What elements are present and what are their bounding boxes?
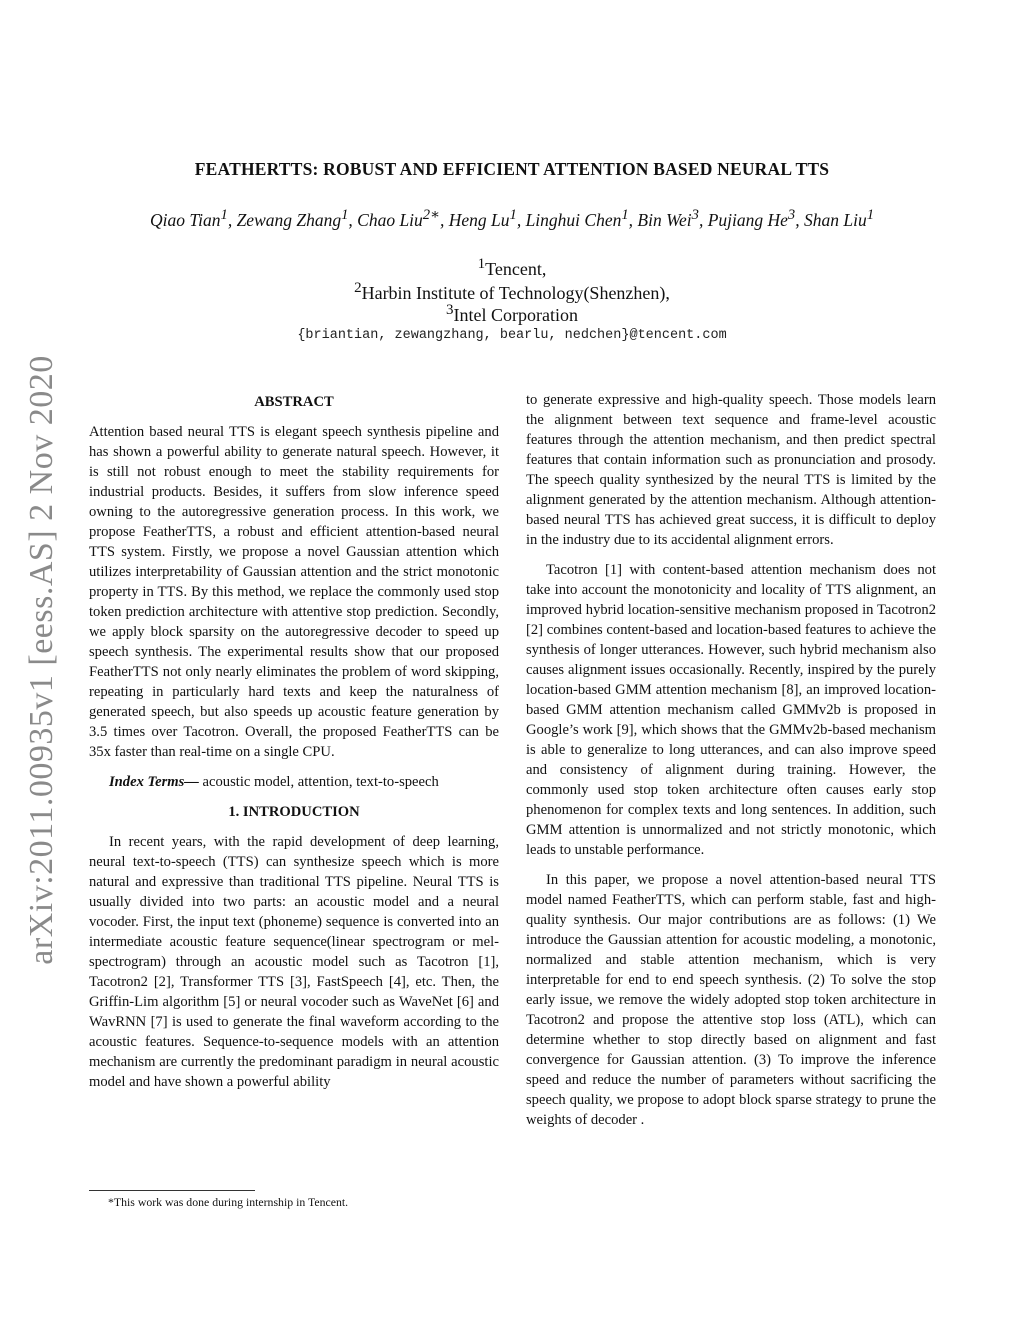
- author: Chao Liu$^{2∗}$: [357, 207, 440, 230]
- intro-paragraph: In recent years, with the rapid development of deep learning, neural text-to-speech (TTS) can synthesize speech which is more natural and expressive than traditional TTS pipeline. Neural TTS is usually divided into two parts: an acoustic model and a neural vocoder. First, the input text (phoneme) sequence is converted into an intermediate acoustic feature sequence(linear spectrogram or mel-spectrogram) through an acoustic model such as Tacotron [1], Tacotron2 [2], Transformer TTS [3], FastSpeech [4], etc. Then, the Griffin-Lim algorithm [5] or neural vocoder such as WaveNet [6] and WavRNN [7] is used to generate the final waveform according to the acoustic features. Sequence-to-sequence models with an attention mechanism are currently the predominant paradigm in neural acoustic model and have shown a powerful ability: [89, 834, 499, 1090]
- author-list: Qiao Tian$^1$, Zewang Zhang$^1$, Chao Liu$^{2∗}$, Heng Lu$^1$, Linghui Chen$^1$, Bin Wei$^3$, Pujiang He$^3$, Shan Liu$^1$: [150, 207, 874, 230]
- author: Pujiang He$^3$: [707, 207, 796, 230]
- author: Qiao Tian$^1$: [150, 207, 228, 230]
- index-terms-label: Index Terms—: [109, 774, 199, 790]
- author: Zewang Zhang$^1$: [236, 207, 349, 230]
- affiliation: $^1$Tencent,: [477, 256, 547, 279]
- affiliation: $^2$Harbin Institute of Technology(Shenzhen),: [354, 280, 670, 303]
- intro-heading: 1. INTRODUCTION: [228, 804, 360, 820]
- intro-paragraph: In this paper, we propose a novel attention-based neural TTS model named FeatherTTS, which can perform stable, fast and high-quality synthesis. Our major contributions are as follows: (1) We introduce the Gaussian attention for acoustic modeling, a monotonic, normalized and stable attention mechanism, which is very interpretable for end to end speech synthesis. (2) To solve the stop early issue, we remove the widely adopted stop token architecture in Tacotron2 and propose the attentive stop loss (ATL), which can determine whether to stop directly based on alignment and fast convergence for Gaussian attention. (3) To improve the inference speed and reduce the number of parameters without sacrificing the speech quality, we propose to adopt block sparse strategy to prune the weights of decoder .: [526, 872, 936, 1128]
- index-terms: [89, 772, 499, 792]
- abstract-heading: ABSTRACT: [254, 394, 334, 410]
- author: Shan Liu$^1$: [803, 207, 874, 230]
- affiliation: $^3$Intel Corporation: [446, 302, 578, 325]
- left-column: [89, 390, 499, 1102]
- abstract-text: Attention based neural TTS is elegant speech synthesis pipeline and has shown a powerful ability to generate natural speech. However, it is still not robust enough to meet the stability requirements for industrial products. Besides, it suffers from slow inference speed owning to the autoregressive generation process. In this work, we propose FeatherTTS, a robust and efficient attention-based neural TTS system. Firstly, we propose a novel Gaussian attention which utilizes interpretability of Gaussian attention and the strict monotonic property in TTS. By this method, we replace the commonly used stop token prediction architecture with attentive stop prediction. Secondly, we apply block sparsity on the autoregressive decoder to speed up speech synthesis. The experimental results show that our proposed FeatherTTS not only nearly eliminates the problem of word skipping, repeating in particularly hard texts and keep the naturalness of generated speech, but also speeds up acoustic feature generation by 3.5 times over Tacotron. Overall, the proposed FeatherTTS can be 35x faster than real-time on a single CPU.: [89, 424, 499, 760]
- footnote-rule: [89, 1190, 255, 1191]
- intro-paragraph: to generate expressive and high-quality speech. Those models learn the alignment between text sequence and frame-level acoustic features through the attention mechanism, and then predict spectral features that contain information such as pronunciation and prosody. The speech quality synthesized by the neural TTS is limited by the alignment generated by the attention mechanism. Although attention-based neural TTS has achieved great success, it is difficult to deploy in the industry due to its accidental alignment errors.: [526, 392, 936, 548]
- footnote: *This work was done during internship in Tencent.: [108, 1195, 349, 1209]
- index-terms-text: acoustic model, attention, text-to-speech: [202, 774, 439, 790]
- right-column: [526, 390, 936, 1140]
- paper-title: FEATHERTTS: ROBUST AND EFFICIENT ATTENTION BASED NEURAL TTS: [194, 159, 830, 179]
- author: Heng Lu$^1$: [448, 207, 517, 230]
- arxiv-stamp: arXiv:2011.00935v1 [eess.AS] 2 Nov 2020: [23, 355, 60, 965]
- author: Bin Wei$^3$: [637, 207, 699, 230]
- intro-paragraph: Tacotron [1] with content-based attention mechanism does not take into account the monotonicity and locality of TTS alignment, an improved hybrid location-sensitive mechanism proposed in Tacotron2 [2] combines content-based and location-based features to achieve the synthesis of longer utterances. However, such hybrid mechanism also causes alignment issues occasionally. Recently, inspired by the purely location-based GMM attention mechanism [8], an improved location-based GMM attention mechanism called GMMv2b is proposed in Google’s work [9], which shows that the GMMv2b-based mechanism is able to generalize to long utterances, and can also improve speed and consistency of alignment during training. However, the commonly used stop token architecture often causes early stop phenomenon for complex texts and long sentences. In addition, such GMM attention is unnormalized and not strictly monotonic, which leads to unstable performance.: [526, 562, 936, 858]
- author: Linghui Chen$^1$: [525, 207, 629, 230]
- author-email: {briantian, zewangzhang, bearlu, nedchen}@tencent.com: [297, 328, 727, 343]
